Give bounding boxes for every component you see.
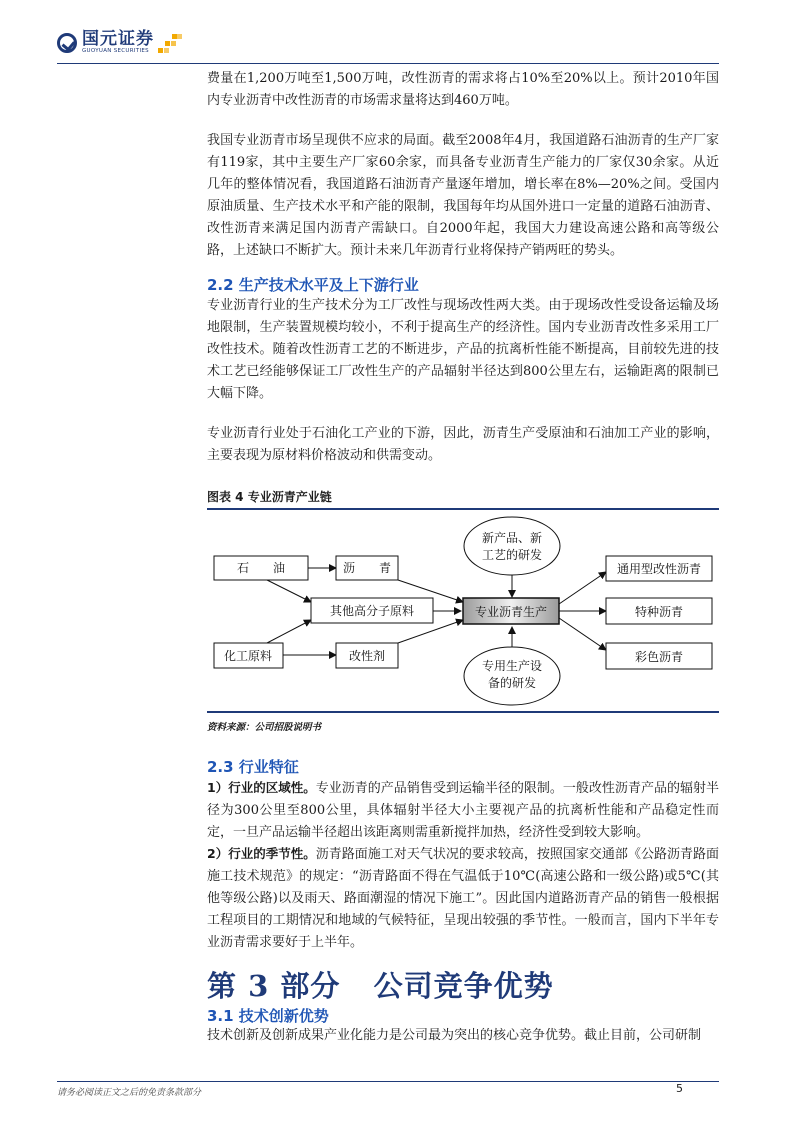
figure-source: 资料来源：公司招股说明书 bbox=[207, 722, 322, 733]
node-center-production bbox=[463, 598, 559, 624]
logo-dots-icon bbox=[158, 32, 182, 54]
svg-text:彩色沥青: 彩色沥青 bbox=[634, 650, 684, 664]
regional-text: 专业沥青的产品销售受到运输半径的限制。一般改性沥青产品的辐射半径为300公里至800公里，具体辐射半径大小主要视产品的抗离析性能和产品稳定性而定，一旦产品运输半径超出该距离则需重新搅拌加热，经济性受到较大影响。 bbox=[207, 781, 719, 840]
svg-text:特种沥青: 特种沥青 bbox=[634, 605, 684, 619]
footer-rule bbox=[57, 1081, 719, 1082]
svg-text:专用生产设: 专用生产设 bbox=[481, 659, 543, 673]
logo-emblem-icon bbox=[57, 33, 77, 53]
node-rd-equipment bbox=[464, 647, 560, 705]
section-heading-2-2: 2.2 生产技术水平及上下游行业 bbox=[207, 276, 419, 294]
svg-text:石 油: 石 油 bbox=[236, 561, 286, 575]
footer-disclaimer: 请务必阅读正文之后的免责条款部分 bbox=[57, 1088, 202, 1098]
paragraph-demand-forecast: 费量在1,200万吨至1,500万吨，改性沥青的需求将占10%至20%以上。预计2010年国内专业沥青中改性沥青的市场需求量将达到460万吨。 bbox=[207, 71, 719, 108]
node-chemical-materials bbox=[214, 643, 283, 668]
node-general-modified-asphalt bbox=[606, 556, 712, 581]
node-rd-new-products bbox=[464, 517, 560, 575]
paragraph-production-tech: 专业沥青行业的生产技术分为工厂改性与现场改性两大类。由于现场改性受设备运输及场地限制，生产装置规模均较小，不利于提高生产的经济性。国内专业沥青改性多采用工厂改性技术。随着改性沥青工艺的不断进步，产品的抗离析性能不断提高，目前较先进的技术工艺已经能够保证工厂改性生产的产品辐射半径达到800公里左右，运输距离的限制已大幅下降。 bbox=[207, 298, 719, 401]
section-heading-2-3: 2.3 行业特征 bbox=[207, 758, 299, 776]
logo-text bbox=[82, 31, 154, 54]
svg-text:专业沥青生产: 专业沥青生产 bbox=[474, 605, 548, 619]
paragraph-market-supply: 我国专业沥青市场呈现供不应求的局面。截至2008年4月，我国道路石油沥青的生产厂家有119家，其中主要生产厂家60余家，而具备专业沥青生产能力的厂家仅30余家。从近几年的整体情况看，我国道路石油沥青产量逐年增加，增长率在8%—20%之间。受国内原油质量、生产技术水平和产能的限制，我国每年均从国外进口一定量的道路石油沥青、改性沥青来满足国内沥青产需缺口。自2000年起，我国大力建设高速公路和高等级公路，上述缺口不断扩大。预计未来几年沥青行业将保持产销两旺的势头。 bbox=[207, 133, 719, 258]
part-3-heading: 第 3 部分 公司竞争优势 bbox=[207, 969, 554, 1003]
seasonal-text: 沥青路面施工对天气状况的要求较高，按照国家交通部《公路沥青路面施工技术规范》的规定：“沥青路面不得在气温低于10℃(高速公路和一级公路)或5℃(其他等级公路)以及雨天、路面潮湿的情况下施工”。因此国内道路沥青产品的销售一般根据工程项目的工期情况和地域的气候特征，呈现出较强的季节性。一般而言，国内下半年专业沥青需求要好于上半年。 bbox=[207, 847, 719, 950]
node-crude-oil bbox=[214, 556, 308, 580]
node-asphalt bbox=[336, 556, 398, 580]
node-modifier bbox=[336, 643, 398, 668]
paragraph-seasonal bbox=[207, 843, 719, 954]
company-logo bbox=[57, 31, 182, 54]
svg-text:新产品、新: 新产品、新 bbox=[481, 531, 543, 545]
svg-text:改性剂: 改性剂 bbox=[348, 649, 386, 663]
svg-text:备的研发: 备的研发 bbox=[487, 676, 537, 690]
figure-top-rule bbox=[207, 508, 719, 510]
svg-text:沥 青: 沥 青 bbox=[342, 561, 392, 575]
svg-text:其他高分子原料: 其他高分子原料 bbox=[329, 604, 415, 618]
header-rule bbox=[57, 63, 719, 64]
logo-name-cn: 国元证券 bbox=[82, 29, 154, 49]
logo-name-en: GUOYUAN SECURITIES bbox=[82, 48, 149, 54]
node-other-polymers bbox=[311, 598, 433, 623]
industry-chain-diagram bbox=[207, 512, 719, 712]
figure-bottom-rule bbox=[207, 711, 719, 713]
paragraph-upstream-downstream: 专业沥青行业处于石油化工产业的下游，因此，沥青生产受原油和石油加工产业的影响，主要表现为原材料价格波动和供需变动。 bbox=[207, 426, 719, 463]
svg-text:工艺的研发: 工艺的研发 bbox=[481, 548, 543, 562]
node-color-asphalt bbox=[606, 643, 712, 669]
node-special-asphalt bbox=[606, 598, 712, 624]
svg-text:通用型改性沥青: 通用型改性沥青 bbox=[616, 562, 702, 576]
paragraph-regional bbox=[207, 777, 719, 844]
seasonal-label: 2）行业的季节性。 bbox=[207, 846, 316, 861]
paragraph-tech-innovation: 技术创新及创新成果产业化能力是公司最为突出的核心竞争优势。截止目前，公司研制 bbox=[207, 1028, 702, 1043]
regional-label: 1）行业的区域性。 bbox=[207, 780, 316, 795]
section-heading-3-1: 3.1 技术创新优势 bbox=[207, 1007, 329, 1025]
svg-text:化工原料: 化工原料 bbox=[223, 649, 273, 663]
figure-title: 图表 4 专业沥青产业链 bbox=[207, 490, 332, 504]
page-number: 5 bbox=[676, 1082, 683, 1095]
